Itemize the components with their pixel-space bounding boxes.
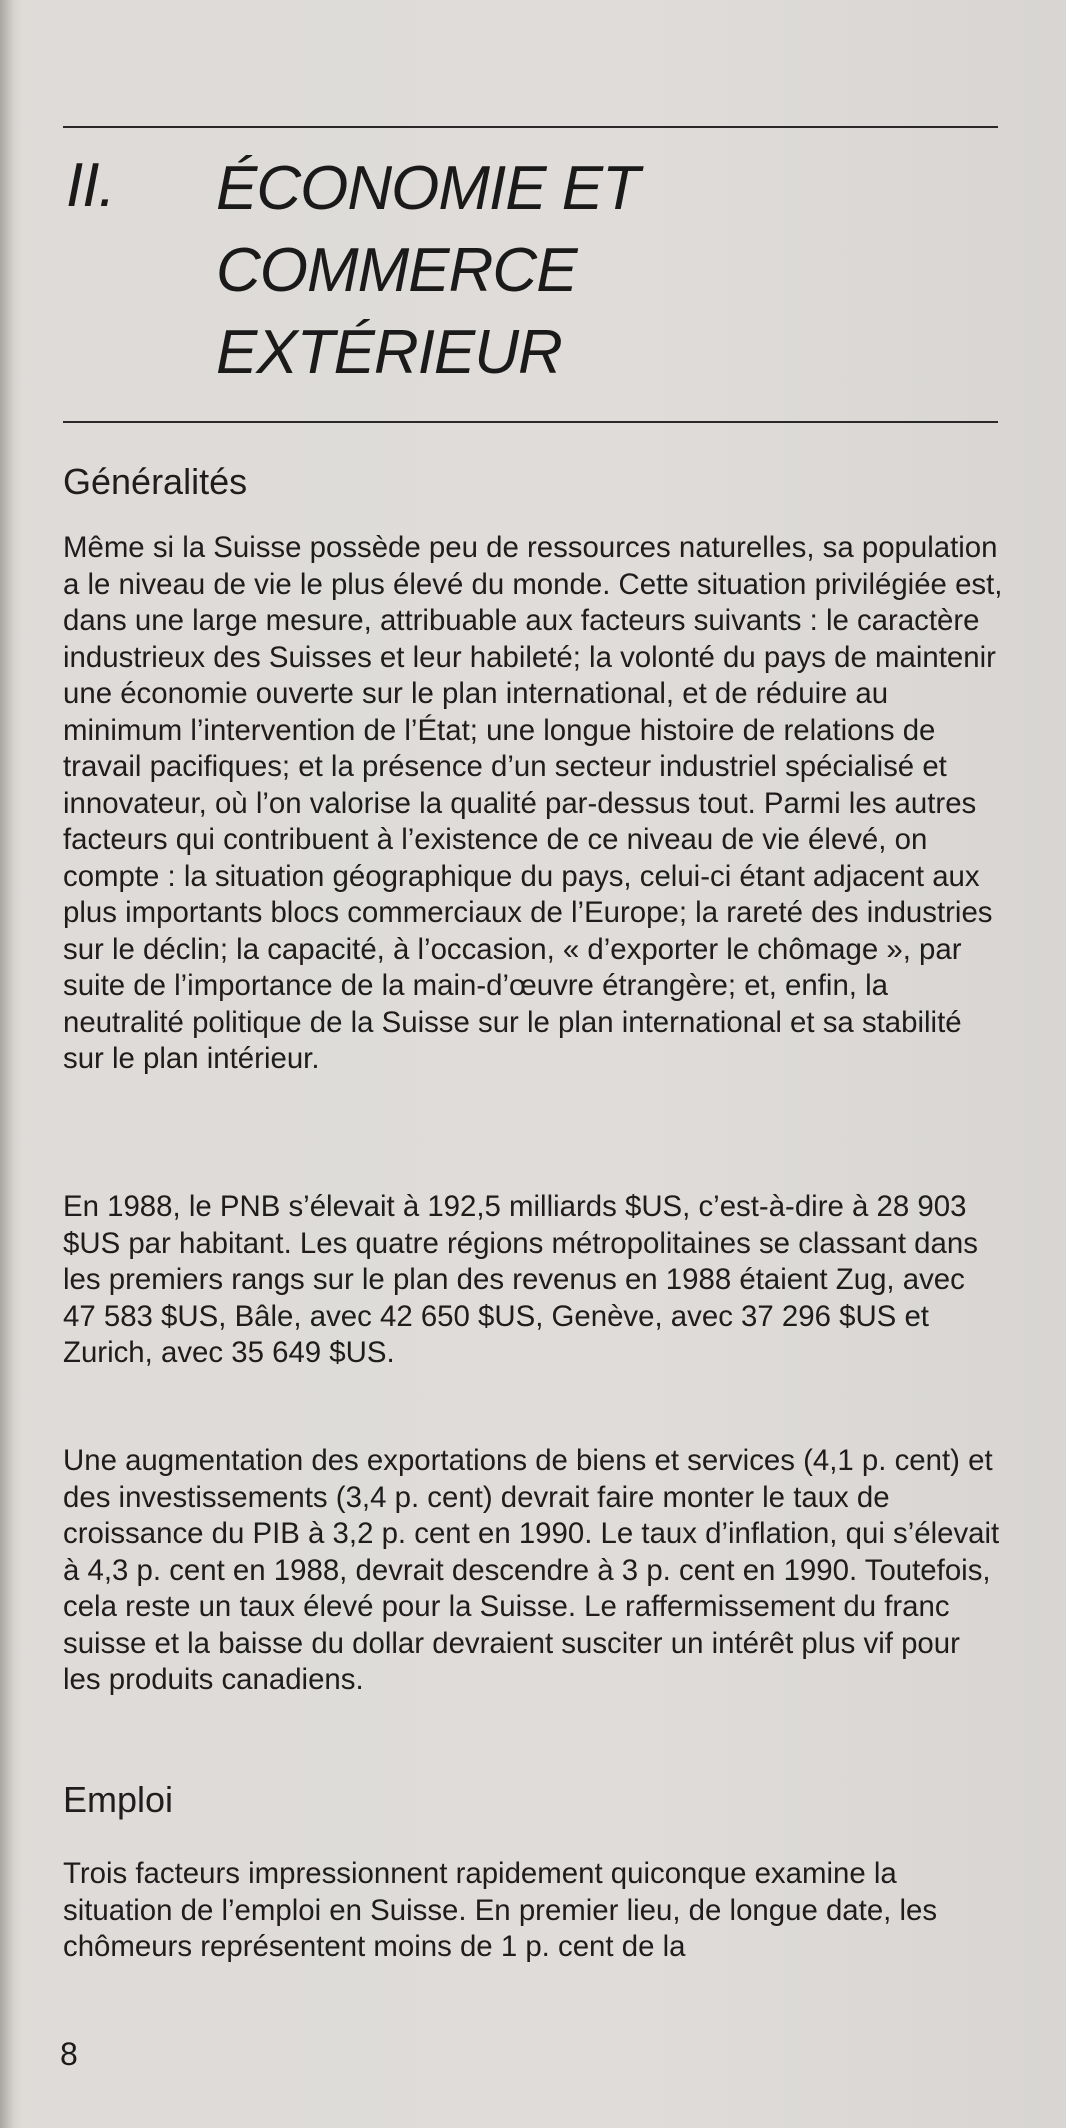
chapter-title-line: ÉCONOMIE ET xyxy=(216,154,640,223)
chapter-title-line: EXTÉRIEUR xyxy=(216,318,562,387)
body-paragraph: Trois facteurs impressionnent rapidement quiconque examine la situation de l’emploi en Suisse. En premier lieu, de longue date, les chômeurs représentent moins de 1 p. cent de la xyxy=(63,1857,938,1963)
page-number: 8 xyxy=(60,2036,78,2072)
body-paragraph: Une augmentation des exportations de biens et services (4,1 p. cent) et des investissements (3,4 p. cent) devrait faire monter le taux de croissance du PIB à 3,2 p. cent en 1990. Le taux d’inflation, qui s’élevait à 4,3 p. cent en 1988, devrait descendre à 3 p. cent en 1990. Toutefois, cela reste un taux élevé pour la Suisse. Le raffermissement du franc suisse et la baisse du dollar devraient susciter un intérêt plus vif pour les produits canadiens. xyxy=(63,1444,1000,1696)
section-generalites xyxy=(63,460,1003,1078)
body-paragraph: Même si la Suisse possède peu de ressources naturelles, sa population a le niveau de vie le plus élevé du monde. Cette situation privilégiée est, dans une large mesure, attribuable aux facteurs suivants : le caractère industrieux des Suisses et leur habileté; la volonté du pays de maintenir une économie ouverte sur le plan international, et de réduire au minimum l’intervention de l’État; une longue histoire de relations de travail pacifiques; et la présence d’un secteur industriel spécialisé et innovateur, où l’on valorise la qualité par-dessus tout. Parmi les autres facteurs qui contribuent à l’existence de ce niveau de vie élevé, on compte : la situation géographique du pays, celui-ci étant adjacent aux plus importants blocs commerciaux de l’Europe; la rareté des industries sur le déclin; la capacité, à l’occasion, « d’exporter le chômage », par suite de l’importance de la main-d’œuvre étrangère; et, enfin, la neutralité politique de la Suisse sur le plan international et sa stabilité sur le plan intérieur. xyxy=(63,531,1003,1075)
section-generalites-paragraph-2 xyxy=(63,1189,1003,1372)
chapter-title-line: COMMERCE xyxy=(216,236,577,305)
section-heading: Emploi xyxy=(63,1779,174,1820)
title-bottom-rule xyxy=(63,421,998,423)
chapter-number: II. xyxy=(66,151,115,220)
section-emploi xyxy=(63,1778,1003,1966)
binding-shadow xyxy=(0,0,14,2128)
section-generalites-paragraph-3 xyxy=(63,1443,1003,1699)
title-top-rule xyxy=(63,126,998,128)
chapter-title xyxy=(216,148,639,394)
body-paragraph: En 1988, le PNB s’élevait à 192,5 milliards $US, c’est-à-dire à 28 903 $US par habitant. Les quatre régions métropolitaines se classant dans les premiers rangs sur le plan des revenus en 1988 étaient Zug, avec 47 583 $US, Bâle, avec 42 650 $US, Genève, avec 37 296 $US et Zurich, avec 35 649 $US. xyxy=(63,1190,978,1369)
section-heading: Généralités xyxy=(63,461,248,502)
